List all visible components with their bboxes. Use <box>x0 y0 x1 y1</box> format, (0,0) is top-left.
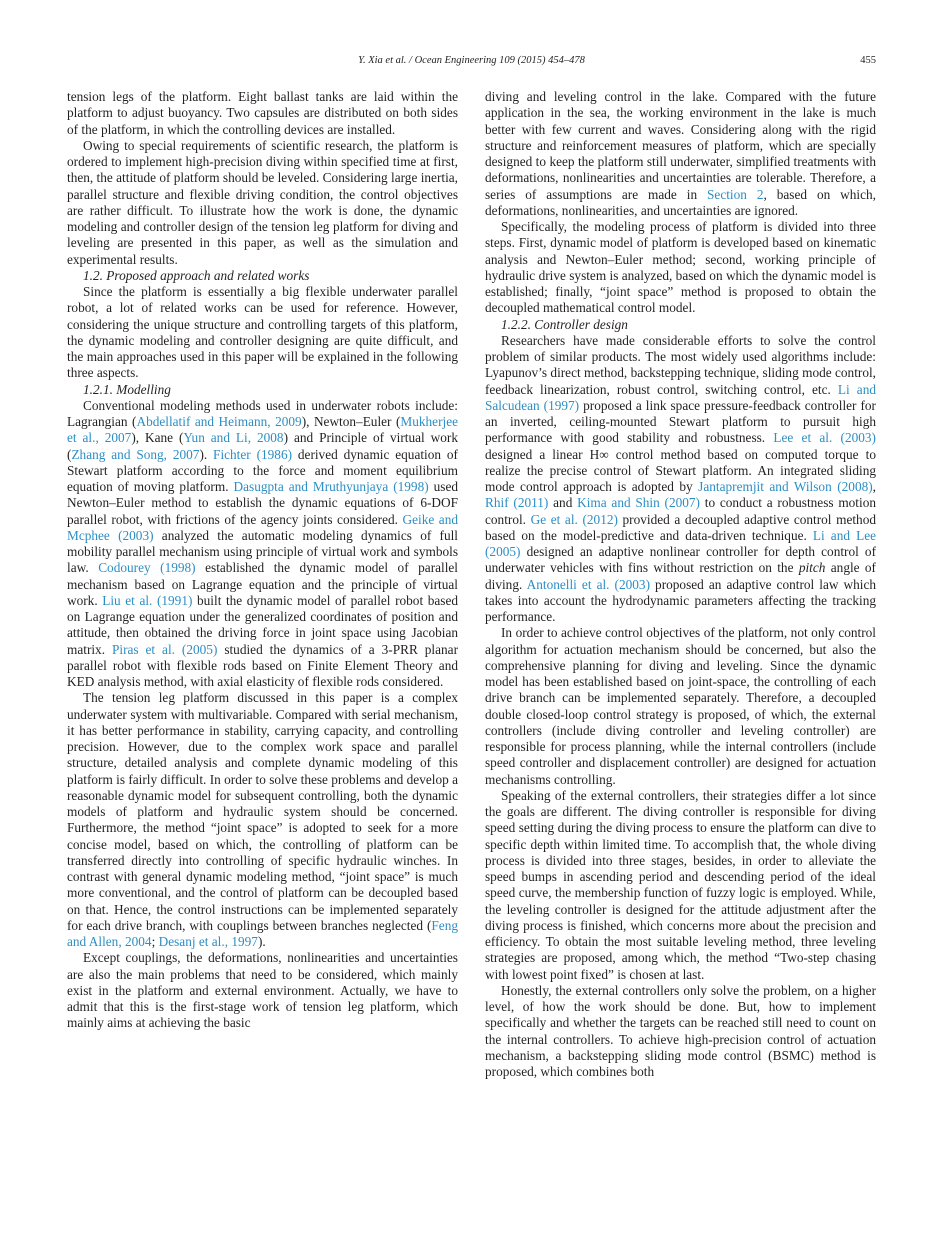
text-run: proposed a link space pressure-feedback controller for an inverted, ceiling-mounted Stewart platform to pursuit high performance with good stability and robustness. <box>485 397 876 446</box>
citation-link[interactable]: Feng and Allen, 2004 <box>67 917 458 949</box>
text-run: proposed an adaptive control law which takes into account the hydrodynamic parameters affecting the tracking performance. <box>485 576 877 624</box>
citation-link[interactable]: Jantapremjit and Wilson (2008) <box>698 479 873 494</box>
citation-link[interactable]: Zhang and Song, 2007 <box>71 446 200 462</box>
text-run: and <box>548 495 578 511</box>
paragraph-modelling <box>67 398 458 691</box>
citation-link[interactable]: Ge et al. (2012) <box>530 511 618 527</box>
text-run: ). <box>199 446 214 462</box>
text-run: provided a decoupled adaptive control method based on the model-predictive and data-driven technique. <box>485 511 876 543</box>
paragraph: Specifically, the modeling process of platform is divided into three steps. First, dynamic model of platform is developed based on kinematic analysis and Newton–Euler method; second, working principle of hydraulic drive system is analyzed, based on which the dynamic model is established; finally, “joint space” method is proposed to obtain the decoupled mathematical control model. <box>485 219 876 316</box>
text-run: studied the dynamics of a 3-PRR planar parallel robot with flexible rods based on Finite Element Theory and KED analysis method, with axial elasticity of flexible rods considered. <box>67 641 458 689</box>
text-run: built the dynamic model of parallel robot based on Lagrange equation under the generalized coordinates of position and attitude, then obtained the driving force in joint space using Jacobian matrix. <box>67 592 458 657</box>
text-run: angle of diving. <box>485 560 876 592</box>
text-run: ), Newton–Euler ( <box>301 414 401 429</box>
text-run: Researchers have made considerable efforts to solve the control problem of similar products. The most widely used algorithms include: Lyapunov’s direct method, backstepping technique, sliding mode control, feedback linearization, robust control, switching control, etc. <box>485 332 876 397</box>
text-run: diving and leveling control in the lake. Compared with the future application in the sea, the working environment in the lake is much better with few current and waves. Considering along with the rigid structure and reinforcement measures of platform, which are specially designed to keep the platform still underwater, simplified treatments with deformations, nonlinearities and uncertainties are tolerable. Therefore, a series of assumptions are made in <box>485 89 876 202</box>
subsection-heading-controller-design: 1.2.2. Controller design <box>501 316 628 332</box>
text-run: , <box>872 479 876 494</box>
paragraph: Owing to special requirements of scientific research, the platform is ordered to implement high-precision diving within specified time at first, then, the attitude of platform should be leveled. Considering large inertia, parallel structure and flexible driving condition, the control objectives are rather difficult. To illustrate how the work is done, the dynamic modeling and controller design of the tension leg platform for diving and leveling are presented in this paper, as well as the simulation and experimental results. <box>67 137 458 267</box>
text-run: used Newton–Euler method to establish the dynamic equations of 6-DOF parallel robot, with frictions of the agency joints considered. <box>67 479 459 527</box>
citation-link[interactable]: Lee et al. (2003) <box>773 430 876 446</box>
paragraph: tension legs of the platform. Eight ballast tanks are laid within the platform to adjust buoyancy. Two capsules are distributed on both sides of the platform, in which the controlling devices are installed. <box>67 89 458 137</box>
text-run: established the dynamic model of parallel mechanism based on Lagrange equation and the principle of virtual work. <box>67 560 459 608</box>
citation-link[interactable]: Mukherjee et al., 2007 <box>67 414 459 446</box>
text-run: derived dynamic equation of Stewart platform according to the force and moment equilibrium equation of moving platform. <box>67 446 458 494</box>
journal-reference: Y. Xia et al. / Ocean Engineering 109 (2015) 454–478 <box>358 55 585 66</box>
paragraph <box>485 89 876 219</box>
citation-link[interactable]: Desanj et al., 1997 <box>158 934 258 949</box>
citation-link[interactable]: Kima and Shin (2007) <box>577 495 700 511</box>
text-run: analyzed the automatic modeling dynamics of full mobility parallel mechanism using principle of virtual work and symbols law. <box>67 527 458 576</box>
citation-link[interactable]: Antonelli et al. (2003) <box>526 576 650 592</box>
paragraph: Speaking of the external controllers, their strategies differ a lot since the goals are different. The diving controller is responsible for diving speed setting during the diving process to ensure the platform can dive to specific depth within limited time. To accomplish that, the whole diving process is divided into three stages, besides, in order to alleviate the speed bumps in ascending period and descending period of the ideal speed curve, the membership function of fuzzy logic is employed. While, the leveling controller is designed for the attitude adjustment after the diving process is finished, which concerns more about the precision and efficiency. To obtain the most suitable leveling method, three leveling strategies are proposed, among which, the method “Two-step chasing with lowest point fixed” is chosen at last. <box>485 787 876 982</box>
citation-link[interactable]: Li and Salcudean (1997) <box>485 381 876 413</box>
text-run: , based on which, deformations, nonlinearities, and uncertainties are ignored. <box>485 186 876 218</box>
text-run: Conventional modeling methods used in underwater robots include: Lagrangian ( <box>67 397 458 429</box>
citation-link[interactable]: Codourey (1998) <box>98 560 196 576</box>
citation-link[interactable]: Yun and Li, 2008 <box>183 430 284 446</box>
section-link[interactable]: Section 2 <box>707 186 764 202</box>
text-run: ), Kane ( <box>131 430 184 446</box>
paragraph <box>67 690 458 950</box>
paragraph-controller-design <box>485 333 876 626</box>
paragraph: Since the platform is essentially a big flexible underwater parallel robot, a lot of related works can be used for reference. However, considering the unique structure and controlling targets of this platform, the dynamic modeling and controller designing are quite difficult, and the main approaches used in this paper will be explained in the following three aspects. <box>67 284 458 381</box>
page-number: 455 <box>860 55 876 66</box>
paragraph: Honestly, the external controllers only solve the problem, on a higher level, of how the work should be done. But, how to implement specifically and whether the targets can be reached still need to count on the internal controllers. To achieve high-precision control of actuation mechanism, a backstepping sliding mode control (BSMC) method is proposed, which combines both <box>485 982 876 1079</box>
citation-link[interactable]: Piras et al. (2005) <box>111 641 218 657</box>
citation-link[interactable]: Rhif (2011) <box>485 495 549 511</box>
right-column <box>485 89 876 1080</box>
running-header <box>67 55 876 71</box>
citation-link[interactable]: Fichter (1986) <box>213 446 293 462</box>
citation-link[interactable]: Dasugpta and Mruthyunjaya (1998) <box>233 479 429 494</box>
italic-term: pitch <box>798 560 826 576</box>
paragraph: In order to achieve control objectives of the platform, not only control algorithm for actuation mechanism should be concerned, but also the comprehensive planning for diving and leveling. Since the dynamic model has been established based on joint-space, the controlling of each drive branch can be implemented separately. Therefore, a decoupled double closed-loop control strategy is proposed, of which, the external controllers (include diving controller and leveling controller) are responsible for process planning, while the internal controllers (include speed controller and displacement controller) are designed for actuation mechanisms controlling. <box>485 625 876 787</box>
text-run: ). <box>257 934 266 949</box>
text-run: to conduct a robustness motion control. <box>485 495 876 527</box>
citation-link[interactable]: Li and Lee (2005) <box>485 527 876 559</box>
paragraph: Except couplings, the deformations, nonlinearities and uncertainties are also the main problems that need to be considered, which mainly exist in the platform and external environment. Actually, we have to admit that this is the first-stage work of tension leg platform, which mainly aims at achieving the basic <box>67 950 458 1031</box>
left-column <box>67 89 458 1032</box>
text-run: designed an adaptive nonlinear controller for depth control of underwater vehicles with fins without restriction on the <box>485 544 876 576</box>
subsection-heading-modelling: 1.2.1. Modelling <box>83 381 171 397</box>
text-run: designed a linear H∞ control method based on computed torque to realize the precise control of Stewart platform. An integrated sliding mode control approach is adopted by <box>485 446 876 494</box>
citation-link[interactable]: Geike and Mcphee (2003) <box>67 511 458 543</box>
text-run: ; <box>151 934 159 949</box>
text-run: The tension leg platform discussed in this paper is a complex underwater system with multivariable. Compared with serial mechanism, it has better performance in stability, carrying capacity, and controlling precision. However, due to the complex work space and parallel structure, detailed analysis and complete dynamic modeling of this platform is fairly difficult. In order to solve these problems and develop a reasonable dynamic model for subsequent controlling, both the dynamic models of platform and hydraulic system should be concerned. Furthermore, the method “joint space” is adopted to seek for a more concise model, based on which, the controlling of platform can be transferred directly into controlling of specific hydraulic winches. In contrast with general dynamic modeling method, “joint space” is much more conventional, and the control of platform can be decoupled based on that. Hence, the control instructions can be implemented separately for each drive branch, with couplings between branches neglected ( <box>67 690 458 933</box>
section-heading-1-2: 1.2. Proposed approach and related works <box>83 267 310 283</box>
citation-link[interactable]: Abdellatif and Heimann, 2009 <box>136 414 302 429</box>
text-run: ) and Principle of virtual work ( <box>67 430 458 462</box>
citation-link[interactable]: Liu et al. (1991) <box>102 592 193 608</box>
